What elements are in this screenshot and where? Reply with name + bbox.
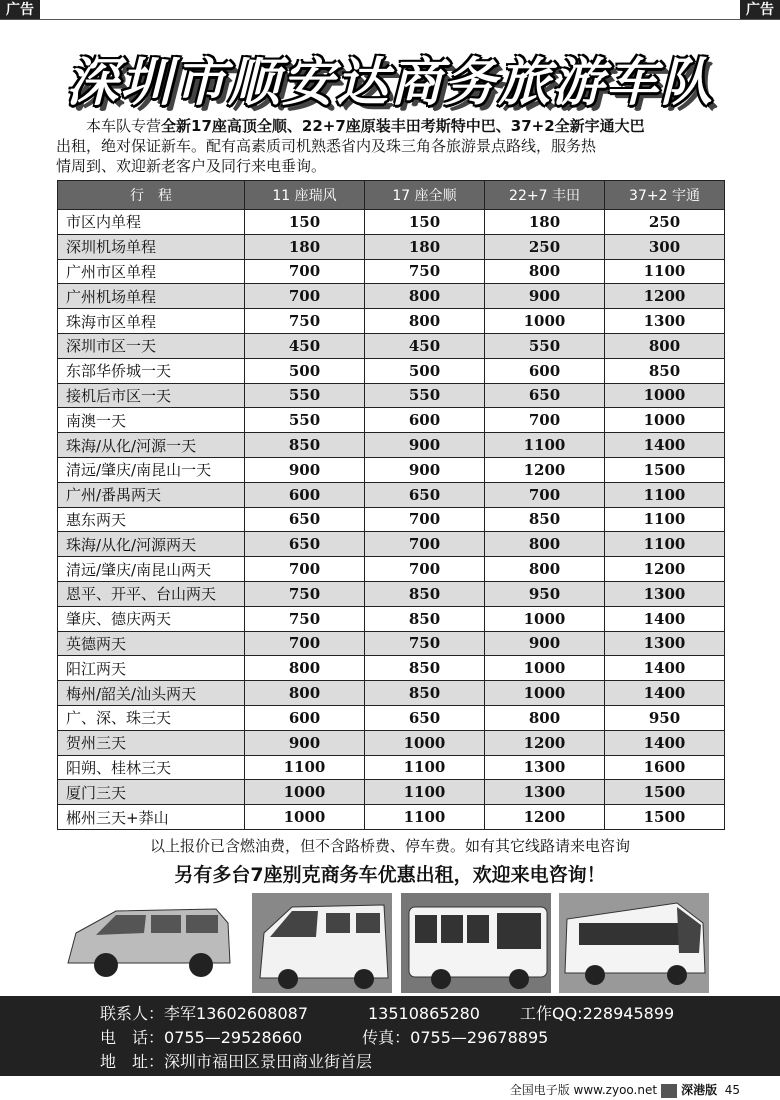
contact-row-person: [100, 1002, 674, 1026]
price-cell: 800: [365, 309, 485, 334]
price-cell: 1200: [605, 557, 725, 582]
price-cell: 850: [365, 656, 485, 681]
price-cell: 1200: [485, 457, 605, 482]
tel-number: 0755—29528660: [164, 1028, 303, 1047]
price-cell: 180: [485, 210, 605, 235]
table-row: [58, 805, 725, 830]
van-photo-17-seat: [252, 893, 392, 993]
price-cell: 700: [365, 507, 485, 532]
price-cell: 450: [365, 333, 485, 358]
table-row: [58, 631, 725, 656]
price-cell: 900: [485, 284, 605, 309]
price-cell: 180: [245, 234, 365, 259]
ad-tag-left: 广告: [0, 0, 40, 20]
price-cell: 800: [485, 259, 605, 284]
price-cell: 1200: [605, 284, 725, 309]
company-title: 深圳市顺安达商务旅游车队: [65, 53, 714, 113]
route-name: 惠东两天: [58, 507, 245, 532]
intro-highlight: 全新17座高顶全顺、22+7座原装丰田考斯特中巴、37+2全新宇通大巴: [161, 117, 645, 135]
page-footer: [510, 1080, 740, 1100]
vehicle-photos: [56, 893, 710, 993]
bus-photo-37-seat: [559, 893, 709, 993]
price-cell: 1500: [605, 780, 725, 805]
table-row: [58, 433, 725, 458]
route-name: 厦门三天: [58, 780, 245, 805]
table-row: [58, 681, 725, 706]
contact-person-label: 联系人：: [100, 1004, 165, 1023]
price-cell: 1100: [365, 805, 485, 830]
price-cell: 800: [485, 557, 605, 582]
table-row: [58, 284, 725, 309]
price-cell: 1200: [485, 730, 605, 755]
route-name: 肇庆、德庆两天: [58, 606, 245, 631]
tel-label: 电 话：: [100, 1028, 165, 1047]
intro-line-3: 情周到、欢迎新老客户及同行来电垂询。: [56, 157, 327, 175]
price-cell: 1000: [245, 780, 365, 805]
table-row: [58, 383, 725, 408]
table-row: [58, 581, 725, 606]
price-cell: 1500: [605, 457, 725, 482]
price-cell: 450: [245, 333, 365, 358]
price-cell: 650: [365, 482, 485, 507]
price-cell: 850: [245, 433, 365, 458]
price-cell: 600: [485, 358, 605, 383]
contact-person: 李军13602608087: [164, 1004, 308, 1023]
price-cell: 1100: [605, 532, 725, 557]
route-name: 东部华侨城一天: [58, 358, 245, 383]
price-cell: 1000: [485, 309, 605, 334]
price-cell: 1100: [245, 755, 365, 780]
price-table: [57, 180, 725, 830]
price-cell: 850: [485, 507, 605, 532]
price-cell: 800: [365, 284, 485, 309]
price-cell: 850: [365, 581, 485, 606]
price-cell: 180: [365, 234, 485, 259]
price-cell: 800: [485, 532, 605, 557]
price-cell: 750: [245, 581, 365, 606]
price-cell: 1100: [485, 433, 605, 458]
price-cell: 600: [365, 408, 485, 433]
price-cell: 1000: [485, 681, 605, 706]
price-cell: 650: [485, 383, 605, 408]
route-name: 贺州三天: [58, 730, 245, 755]
price-cell: 1100: [365, 755, 485, 780]
price-cell: 1400: [605, 606, 725, 631]
route-name: 广、深、珠三天: [58, 705, 245, 730]
route-name: 深圳机场单程: [58, 234, 245, 259]
price-cell: 1000: [485, 656, 605, 681]
price-cell: 600: [245, 705, 365, 730]
route-name: 广州机场单程: [58, 284, 245, 309]
price-cell: 800: [605, 333, 725, 358]
price-cell: 1100: [605, 507, 725, 532]
price-cell: 700: [365, 557, 485, 582]
contact-panel: [0, 996, 780, 1076]
table-row: [58, 234, 725, 259]
table-row: [58, 532, 725, 557]
route-name: 清远/肇庆/南昆山两天: [58, 557, 245, 582]
price-cell: 800: [245, 656, 365, 681]
price-cell: 1200: [485, 805, 605, 830]
price-cell: 1000: [245, 805, 365, 830]
van-photo-11-seat: [56, 893, 236, 993]
table-row: [58, 210, 725, 235]
price-cell: 150: [245, 210, 365, 235]
price-cell: 700: [485, 482, 605, 507]
route-name: 恩平、开平、台山两天: [58, 581, 245, 606]
price-cell: 1400: [605, 730, 725, 755]
price-table-header: [58, 181, 725, 210]
intro-paragraph: [56, 116, 726, 176]
contact-qq: 工作QQ:228945899: [519, 1004, 675, 1023]
logo-icon: [661, 1084, 677, 1098]
price-cell: 1300: [605, 309, 725, 334]
price-cell: 1300: [605, 581, 725, 606]
price-cell: 550: [245, 383, 365, 408]
price-cell: 1300: [485, 755, 605, 780]
price-cell: 550: [245, 408, 365, 433]
price-cell: 1000: [485, 606, 605, 631]
region-text: 深港版: [681, 1083, 718, 1097]
route-name: 珠海市区单程: [58, 309, 245, 334]
price-cell: 1100: [605, 482, 725, 507]
price-cell: 800: [245, 681, 365, 706]
price-cell: 800: [485, 705, 605, 730]
route-name: 深圳市区一天: [58, 333, 245, 358]
fax-number: 传真：0755—29678895: [362, 1028, 549, 1047]
price-cell: 900: [245, 457, 365, 482]
coaster-photo-22-seat: [401, 893, 551, 993]
table-row: [58, 358, 725, 383]
price-cell: 250: [485, 234, 605, 259]
price-cell: 700: [245, 284, 365, 309]
price-cell: 150: [365, 210, 485, 235]
price-cell: 1400: [605, 681, 725, 706]
header-route: 行 程: [58, 181, 245, 210]
route-name: 珠海/从化/河源两天: [58, 532, 245, 557]
table-row: [58, 730, 725, 755]
header-vehicle-4: 37+2 宇通: [605, 181, 725, 210]
price-cell: 500: [365, 358, 485, 383]
route-name: 梅州/韶关/汕头两天: [58, 681, 245, 706]
price-cell: 850: [365, 606, 485, 631]
buick-offer: 另有多台7座别克商务车优惠出租，欢迎来电咨询！: [174, 864, 606, 886]
price-cell: 1400: [605, 433, 725, 458]
price-cell: 900: [485, 631, 605, 656]
table-row: [58, 259, 725, 284]
table-row: [58, 309, 725, 334]
price-cell: 750: [365, 259, 485, 284]
header-vehicle-1: 11 座瑞风: [245, 181, 365, 210]
price-cell: 1400: [605, 656, 725, 681]
price-cell: 750: [365, 631, 485, 656]
route-name: 清远/肇庆/南昆山一天: [58, 457, 245, 482]
table-row: [58, 656, 725, 681]
route-name: 广州/番禺两天: [58, 482, 245, 507]
price-cell: 500: [245, 358, 365, 383]
price-cell: 1500: [605, 805, 725, 830]
route-name: 珠海/从化/河源一天: [58, 433, 245, 458]
price-cell: 1300: [485, 780, 605, 805]
price-cell: 550: [485, 333, 605, 358]
price-cell: 650: [365, 705, 485, 730]
price-cell: 900: [365, 433, 485, 458]
table-row: [58, 755, 725, 780]
price-cell: 900: [245, 730, 365, 755]
ad-tag-right: 广告: [740, 0, 780, 20]
contact-phone-2: 13510865280: [368, 1004, 480, 1023]
table-row: [58, 457, 725, 482]
price-cell: 700: [245, 631, 365, 656]
price-cell: 850: [605, 358, 725, 383]
address: 深圳市福田区景田商业街首层: [164, 1052, 373, 1071]
contact-row-address: [100, 1050, 372, 1074]
price-cell: 1600: [605, 755, 725, 780]
intro-prefix: 本车队专营: [86, 117, 162, 135]
top-divider: [0, 19, 780, 20]
table-row: [58, 780, 725, 805]
price-cell: 1000: [365, 730, 485, 755]
route-name: 接机后市区一天: [58, 383, 245, 408]
table-row: [58, 507, 725, 532]
price-cell: 750: [245, 309, 365, 334]
price-cell: 750: [245, 606, 365, 631]
contact-row-tel: [100, 1026, 548, 1050]
price-cell: 700: [365, 532, 485, 557]
price-cell: 1100: [605, 259, 725, 284]
route-name: 阳朔、桂林三天: [58, 755, 245, 780]
price-cell: 250: [605, 210, 725, 235]
route-name: 南澳一天: [58, 408, 245, 433]
table-row: [58, 482, 725, 507]
price-cell: 300: [605, 234, 725, 259]
route-name: 广州市区单程: [58, 259, 245, 284]
address-label: 地 址：: [100, 1052, 165, 1071]
price-cell: 650: [245, 507, 365, 532]
route-name: 英德两天: [58, 631, 245, 656]
price-cell: 700: [245, 557, 365, 582]
price-cell: 1000: [605, 383, 725, 408]
price-cell: 900: [365, 457, 485, 482]
price-cell: 1100: [365, 780, 485, 805]
header-vehicle-3: 22+7 丰田: [485, 181, 605, 210]
price-cell: 700: [245, 259, 365, 284]
price-cell: 600: [245, 482, 365, 507]
table-row: [58, 705, 725, 730]
table-row: [58, 333, 725, 358]
edition-text: 全国电子版 www.zyoo.net: [509, 1083, 658, 1097]
table-row: [58, 408, 725, 433]
price-cell: 850: [365, 681, 485, 706]
route-name: 郴州三天+莽山: [58, 805, 245, 830]
price-cell: 650: [245, 532, 365, 557]
price-cell: 1300: [605, 631, 725, 656]
price-note: 以上报价已含燃油费，但不含路桥费、停车费。如有其它线路请来电咨询: [149, 837, 630, 855]
price-cell: 950: [605, 705, 725, 730]
table-row: [58, 557, 725, 582]
page-number: 45: [724, 1083, 740, 1097]
price-cell: 950: [485, 581, 605, 606]
route-name: 市区内单程: [58, 210, 245, 235]
price-cell: 700: [485, 408, 605, 433]
header-vehicle-2: 17 座全顺: [365, 181, 485, 210]
price-cell: 550: [365, 383, 485, 408]
intro-line-2: 出租，绝对保证新车。配有高素质司机熟悉省内及珠三角各旅游景点路线，服务热: [56, 137, 597, 155]
route-name: 阳江两天: [58, 656, 245, 681]
price-cell: 1000: [605, 408, 725, 433]
table-row: [58, 606, 725, 631]
